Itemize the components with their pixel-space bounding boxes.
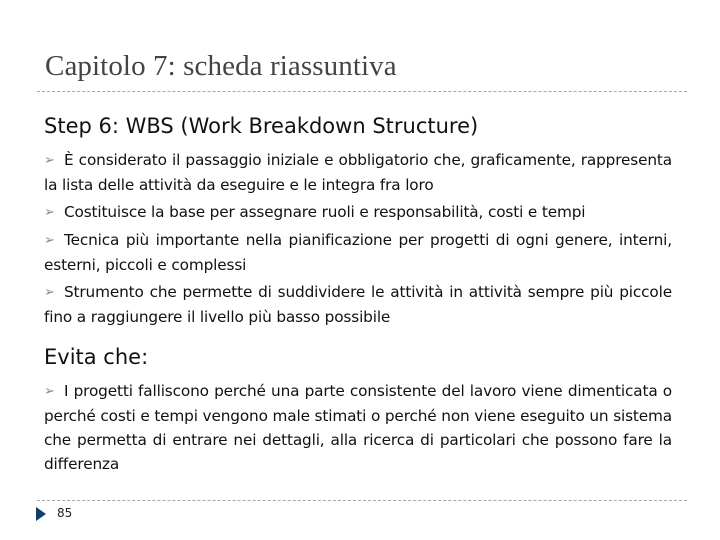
step-bullet-2-text: Costituisce la base per assegnare ruoli e responsabilità, costi e tempi [64, 203, 586, 221]
step-bullet-1 [44, 148, 672, 197]
arrow-bullet-icon: ➢ [44, 285, 55, 300]
arrow-bullet-icon: ➢ [44, 233, 55, 248]
step-bullet-3 [44, 228, 672, 277]
arrow-bullet-icon: ➢ [44, 205, 55, 220]
step-heading: Step 6: WBS (Work Breakdown Structure) [44, 114, 479, 138]
arrow-bullet-icon: ➢ [44, 384, 55, 399]
step-bullet-2 [44, 200, 672, 225]
step-bullet-4-text: Strumento che permette di suddividere le attività in attività sempre più piccole fino a raggiungere il livello più basso possibile [44, 283, 672, 326]
footer-divider [37, 500, 687, 501]
triangle-marker-icon [36, 507, 46, 521]
step-bullet-3-text: Tecnica più importante nella pianificazione per progetti di ogni genere, interni, esterni, piccoli e complessi [44, 231, 672, 274]
page-number: 85 [57, 506, 73, 520]
title-divider [37, 91, 687, 92]
step-bullet-4 [44, 280, 672, 329]
evita-bullet-1-text: I progetti falliscono perché una parte consistente del lavoro viene dimenticata o perché costi e tempi vengono male stimati o perché non viene eseguito un sistema che permetta di entrare nei dettagli, alla ricerca di particolari che possono fare la differenza [44, 382, 673, 473]
step-bullet-1-text: È considerato il passaggio iniziale e obbligatorio che, graficamente, rappresenta la lista delle attività da eseguire e le integra fra loro [44, 151, 672, 194]
evita-heading: Evita che: [44, 345, 149, 369]
slide-title: Capitolo 7: scheda riassuntiva [45, 50, 397, 82]
arrow-bullet-icon: ➢ [44, 153, 55, 168]
slide-content [44, 112, 672, 476]
evita-bullet-1 [44, 379, 672, 476]
